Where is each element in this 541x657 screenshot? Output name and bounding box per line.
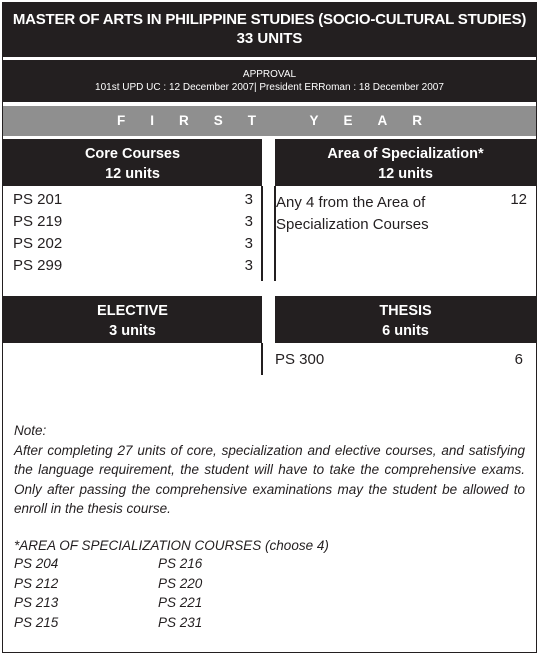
spec-course-item: PS 213 [14,595,59,610]
spec-courses-title: *AREA OF SPECIALIZATION COURSES (choose 4) [14,538,329,553]
specialization-text-line1: Any 4 from the Area of [276,194,426,211]
program-title-banner [3,3,536,57]
thesis-course-code: PS 300 [275,351,325,368]
approval-details: 101st UPD UC : 12 December 2007| President ERRoman : 18 December 2007 [95,82,444,93]
thesis-units: 6 units [382,323,429,339]
core-course-code: PS 299 [13,257,63,274]
year-banner: FIRST YEAR [3,106,536,136]
spec-course-item: PS 216 [158,556,203,571]
spec-course-item: PS 221 [158,595,203,610]
note-label: Note: [14,423,47,438]
core-divider [261,186,263,281]
spec-course-item: PS 231 [158,615,203,630]
elective-divider [261,343,263,375]
spec-course-item: PS 212 [14,576,59,591]
elective-units: 3 units [109,323,156,339]
spec-course-item: PS 204 [14,556,59,571]
approval-banner [3,60,536,102]
core-courses-title: Core Courses [84,146,181,162]
program-total-units: 33 UNITS [236,30,303,47]
note-text: After completing 27 units of core, specialization and elective courses, and satisfying the language requirement, the student will have to take the comprehensive exams. Only after passing the comprehensive examinations may the student be allowed to enroll in the thesis course. [14,442,525,517]
core-course-code: PS 202 [13,235,63,252]
core-course-units: 3 [244,191,253,208]
core-course-units: 3 [244,257,253,274]
thesis-header [275,296,536,343]
specialization-header [275,139,536,186]
specialization-units: 12 units [378,166,433,182]
core-course-units: 3 [244,213,253,230]
core-courses-header [3,139,262,186]
specialization-title: Area of Specialization* [327,146,484,162]
elective-title: ELECTIVE [97,303,168,319]
elective-header [3,296,262,343]
core-course-units: 3 [244,235,253,252]
note-block [14,421,525,519]
core-course-code: PS 201 [13,191,63,208]
spec-course-item: PS 215 [14,615,59,630]
approval-label: APPROVAL [242,69,297,80]
spec-course-item: PS 220 [158,576,203,591]
specialization-text-line2: Specialization Courses [276,216,429,233]
core-courses-units: 12 units [105,166,160,182]
specialization-credit: 12 [510,191,527,208]
thesis-title: THESIS [379,303,432,319]
core-course-code: PS 219 [13,213,63,230]
thesis-credit: 6 [514,351,523,368]
program-title: MASTER OF ARTS IN PHILIPPINE STUDIES (SOCIO-CULTURAL STUDIES) [12,11,527,28]
